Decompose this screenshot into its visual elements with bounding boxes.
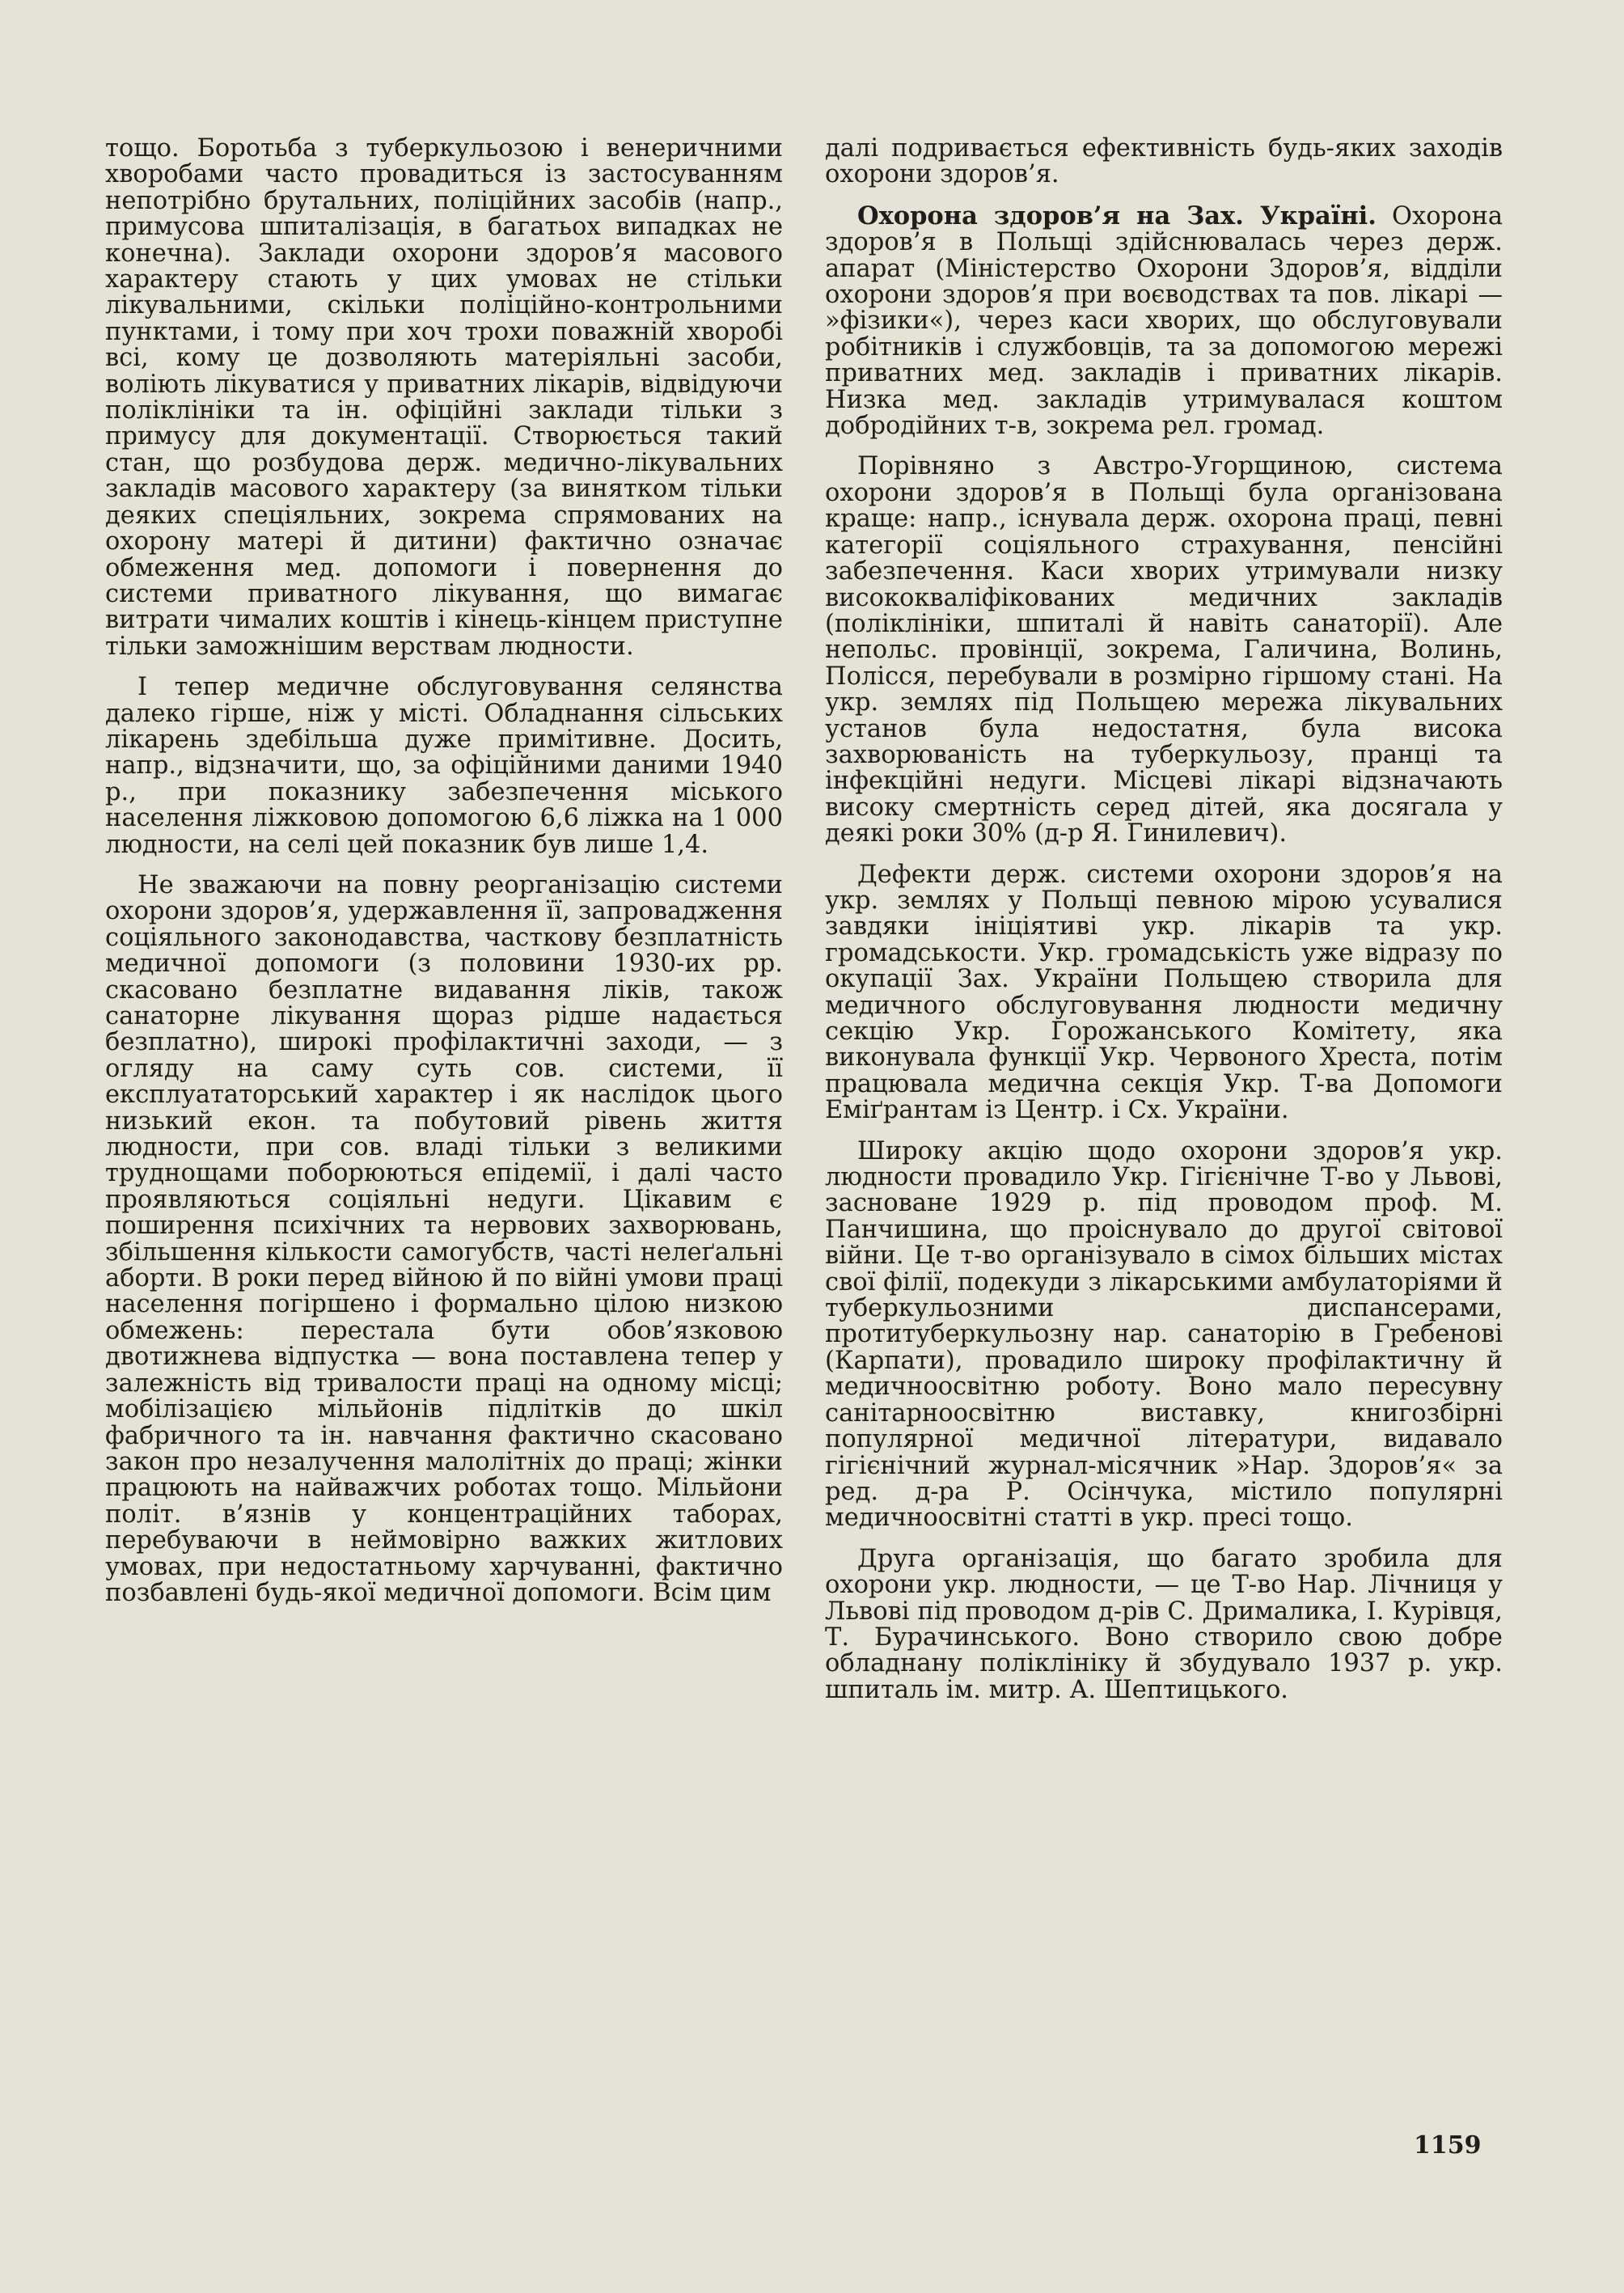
right-column [825, 136, 1503, 1718]
paragraph: Широку акцію щодо охорони здоров’я укр. людности провадило Укр. Гігієнічне Т-во у Львові, засноване 1929 р. під проводом проф. М. Панчишина, що проіснувало до другої світової війни. Це т-во організувало в сімох більших містах свої філії, подекуди з лікарськими амбулаторіями й туберкульозними диспансерами, протитуберкульозну нар. санаторію в Гребенові (Карпати), провадило широку профілактичну й медичноосвітню роботу. Воно мало пересувну санітарноосвітню виставку, книгозбірні популярної медичної літератури, видавало гігієнічний журнал-місячник »Нар. Здоров’я« за ред. д-ра Р. Осінчука, містило популярні медичноосвітні статті в укр. пресі тощо. [825, 1136, 1503, 1533]
paragraph: тощо. Боротьба з туберкульозою і венеричними хворобами часто провадиться із застосуванням непотрібно брутальних, поліційних засобів (напр., примусова шпиталізація, в багатьох випадках не конечна). Заклади охорони здоров’я масового характеру стають у цих умовах не стільки лікувальними, скільки поліційно-контрольними пунктами, і тому при хоч трохи поважній хворобі всі, кому це дозволяють матеріяльні засоби, воліють лікуватися у приватних лікарів, відвідуючи поліклініки та ін. офіційні заклади тільки з примусу для документації. Створюється такий стан, що розбудова держ. медично-лікувальних закладів масового характеру (за винятком тільки деяких спеціяльних, зокрема спрямованих на охорону матері й дитини) фактично означає обмеження мед. допомоги і повернення до системи приватного лікування, що вимагає витрати чималих коштів і кінець-кінцем приступне тільки заможнішим верствам людности. [105, 134, 783, 661]
left-column [105, 136, 783, 1621]
paragraph: Порівняно з Австро-Угорщиною, система охорони здоров’я в Польщі була організована краще: напр., існувала держ. охорона праці, певні категорії соціяльного страхування, пенсійні забезпечення. Каси хворих утримували низку висококваліфікованих медичних закладів (поліклініки, шпиталі й навіть санаторії). Але непольс. провінції, зокрема, Галичина, Волинь, Полісся, перебували в розмірно гіршому стані. На укр. землях під Польщею мережа лікувальних установ була недостатня, була висока захворюваність на туберкульозу, пранці та інфекційні недуги. Місцеві лікарі відзначають високу смертність серед дітей, яка досягала у деякі роки 30% (д-р Я. Гинилевич). [825, 452, 1503, 848]
paragraph: Дефекти держ. системи охорони здоров’я на укр. землях у Польщі певною мірою усувалися завдяки ініціятиві укр. лікарів та укр. громадськости. Укр. громадськість уже відразу по окупації Зах. України Польщею створила для медичного обслуговування людности медичну секцію Укр. Горожанського Комітету, яка виконувала функції Укр. Червоного Хреста, потім працювала медична секція Укр. Т-ва Допомоги Еміґрантам із Центр. і Сх. України. [825, 860, 1503, 1125]
paragraph: Друга організація, що багато зробила для охорони укр. людности, — це Т-во Нар. Лічниця у Львові під проводом д-рів С. Дрималика, І. Курівця, Т. Бурачинського. Воно створило свою добре обладнану поліклініку й збудувало 1937 р. укр. шпиталь ім. митр. А. Шептицького. [825, 1544, 1503, 1704]
paragraph: далі подривається ефективність будь-яких заходів охорони здоров’я. [825, 134, 1503, 189]
paragraph: Не зважаючи на повну реорганізацію системи охорони здоров’я, удержавлення її, запровадження соціяльного законодавства, часткову безплатність медичної допомоги (з половини 1930-их рр. скасовано безплатне видавання ліків, також санаторне лікування щораз рідше надається безплатно), широкі профілактичні заходи, — з огляду на саму суть сов. системи, її експлуататорський характер і як наслідок цього низький екон. та побутовий рівень життя людности, при сов. владі тільки з великими труднощами поборюються епідемії, і далі часто проявляються соціяльні недуги. Цікавим є поширення психічних та нервових захворювань, збільшення кількости самогубств, часті нелеґальні аборти. В роки перед війною й по війні умови праці населення погіршено і формально цілою низкою обмежень: перестала бути обов’язковою двотижнева відпустка — вона поставлена тепер у залежність від тривалости праці на одному місці; мобілізацією мільйонів підлітків до шкіл фабричного та ін. навчання фактично скасовано закон про незалучення малолітніх до праці; жінки працюють на найважчих роботах тощо. Мільйони політ. в’язнів у концентраційних таборах, перебуваючи в неймовірно важких житлових умовах, при недостатньому харчуванні, фактично позбавлені будь-якої медичної допомоги. Всім цим [105, 870, 783, 1607]
page-number: 1159 [1414, 2131, 1482, 2160]
section-paragraph [825, 203, 1503, 440]
paragraph: І тепер медичне обслуговування селянства далеко гірше, ніж у місті. Обладнання сільських лікарень здебільша дуже примітивне. Досить, напр., відзначити, що, за офіційними даними 1940 р., при показнику забезпечення міського населення ліжковою допомогою 6,6 ліжка на 1 000 людности, на селі цей показник був лише 1,4. [105, 673, 783, 859]
paragraph-text: Охорона здоров’я в Польщі здійснювалась через держ. апарат (Міністерство Охорони Здоров’я, відділи охорони здоров’я при воєводствах та пов. лікарі — »фізики«), через каси хворих, що обслуговували робітників і службовців, та за допомогою мережі приватних мед. закладів і приватних лікарів. Низка мед. закладів утримувалася коштом добродійних т-в, зокрема рел. громад. [825, 201, 1503, 441]
section-heading: Охорона здоров’я на Зах. Україні. [857, 201, 1377, 231]
